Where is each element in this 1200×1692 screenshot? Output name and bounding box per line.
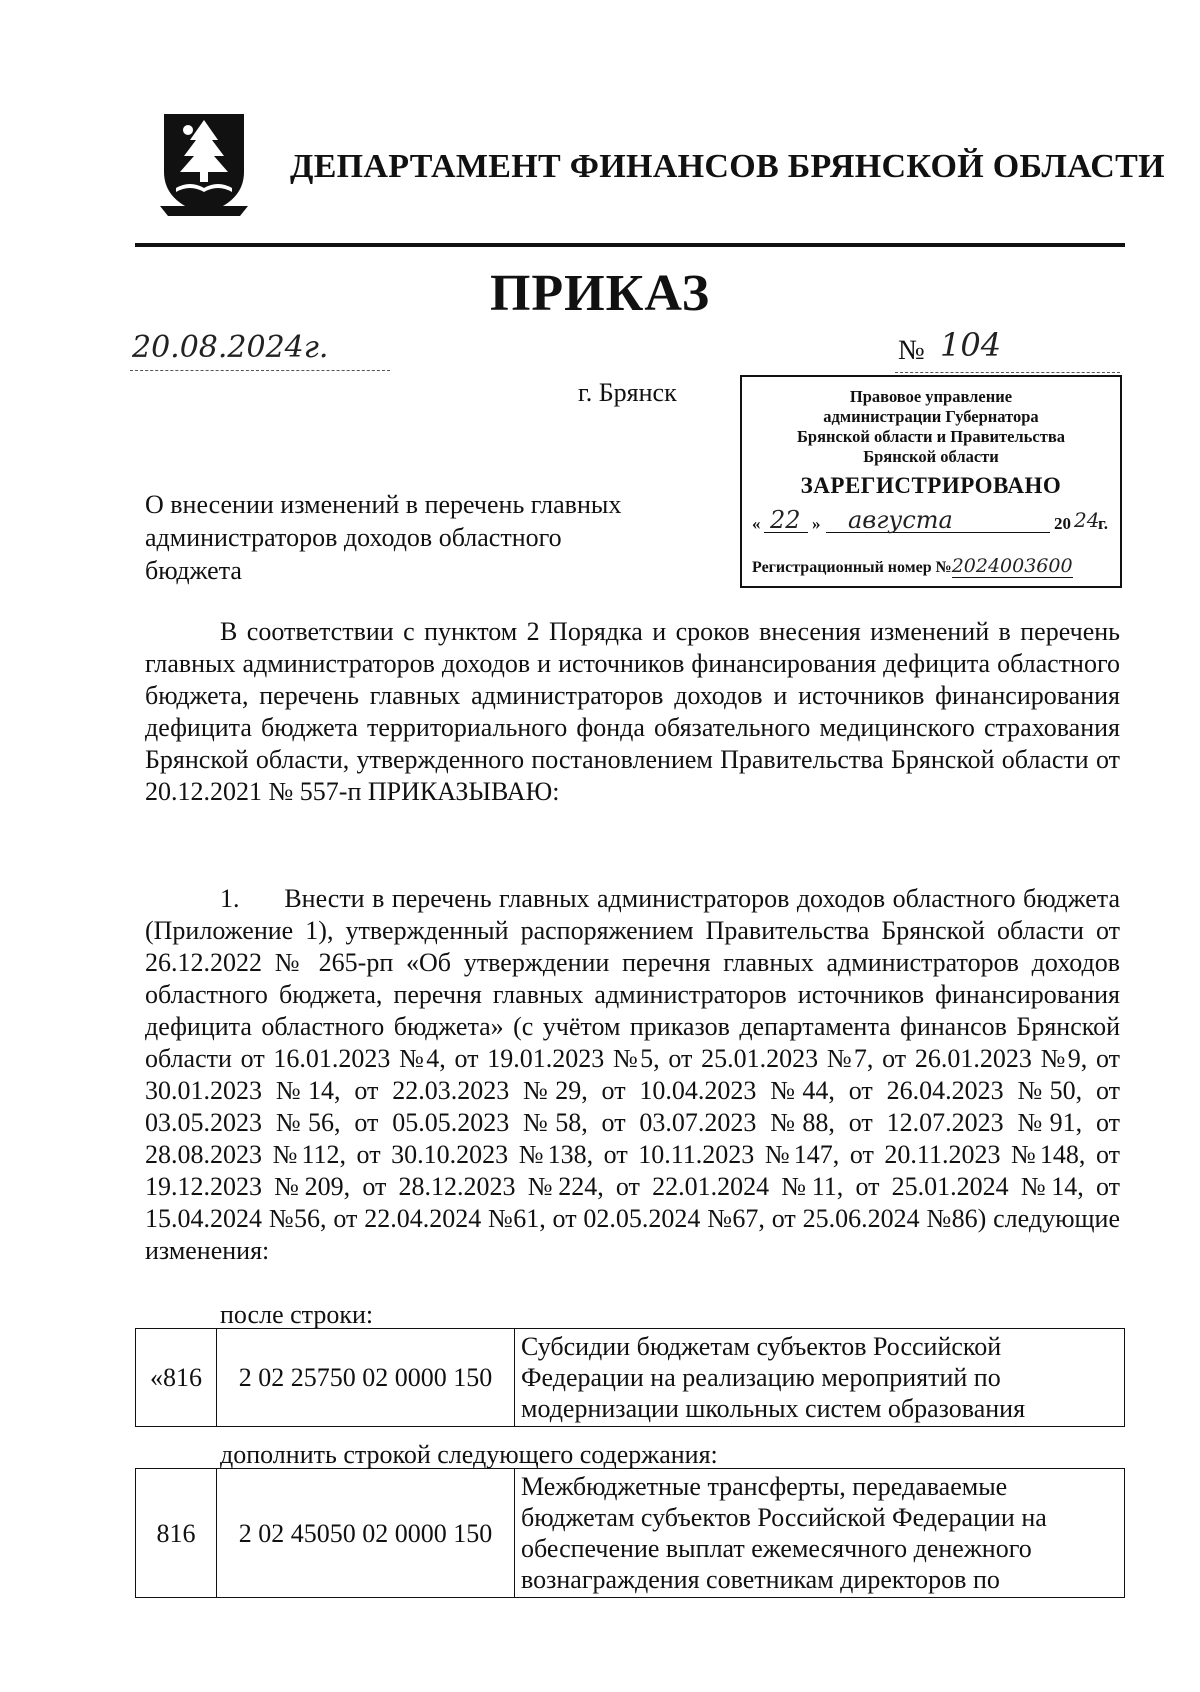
- document-title: ПРИКАЗ: [489, 265, 711, 322]
- item-1-paragraph: 1. Внести в перечень главных администраторов доходов областного бюджета (Приложение 1), утвержденный распоряжением Правительства Брянской области от 26.12.2022 № 265-рп «Об утверждении перечня главных администраторов доходов областного бюджета, перечня главных администраторов источников финансирования дефицита областного бюджета» (с учётом приказов департамента финансов Брянской области от 16.01.2023 №4, от 19.01.2023 №5, от 25.01.2023 №7, от 26.01.2023 №9, от 30.01.2023 №14, от 22.03.2023 №29, от 10.04.2023 №44, от 26.04.2023 №50, от 03.05.2023 №56, от 05.05.2023 №58, от 03.07.2023 №88, от 12.07.2023 №91, от 28.08.2023 №112, от 30.10.2023 №138, от 10.11.2023 №147, от 20.11.2023 №148, от 19.12.2023 №209, от 28.12.2023 №224, от 22.01.2024 №11, от 25.01.2024 №14, от 15.04.2024 №56, от 22.04.2024 №61, от 02.05.2024 №67, от 25.06.2024 №86) следующие изменения:: [145, 884, 1120, 1265]
- stamp-org-line: Брянской области и Правительства: [797, 427, 1065, 446]
- description-cell: Межбюджетные трансферты, передаваемые бюджетам субъектов Российской Федерации на обеспечение выплат ежемесячного денежного вознаграждения советникам директоров по: [515, 1469, 1125, 1598]
- stamp-year-prefix: 20: [1054, 514, 1071, 533]
- revenue-code-cell: 2 02 25750 02 0000 150: [217, 1329, 515, 1427]
- order-number: 104: [940, 326, 1002, 364]
- new-row-table: [135, 1468, 1125, 1598]
- existing-row-table: [135, 1328, 1125, 1427]
- add-row-label: дополнить строкой следующего содержания:: [220, 1440, 718, 1469]
- admin-code-cell: 816: [136, 1469, 217, 1598]
- stamp-open-quote: «: [752, 514, 761, 533]
- stamp-organization: [742, 387, 1120, 467]
- city: г. Брянск: [578, 378, 677, 407]
- table-row: [136, 1469, 1125, 1598]
- stamp-month: августа: [848, 506, 953, 534]
- department-name: ДЕПАРТАМЕНТ ФИНАНСОВ БРЯНСКОЙ ОБЛАСТИ: [290, 148, 1165, 185]
- stamp-org-line: Брянской области: [863, 447, 999, 466]
- stamp-regnum: 2024003600: [951, 555, 1073, 577]
- stamp-regnum-label: Регистрационный номер №: [752, 559, 952, 576]
- bryansk-coat-of-arms-icon: [160, 110, 248, 218]
- header-divider: [135, 243, 1125, 247]
- order-number-label: №: [898, 335, 925, 366]
- stamp-close-quote: »: [812, 514, 821, 533]
- description-cell: Субсидии бюджетам субъектов Российской Федерации на реализацию мероприятий по модернизации школьных систем образования: [515, 1329, 1125, 1427]
- preamble-paragraph: В соответствии с пунктом 2 Порядка и сроков внесения изменений в перечень главных администраторов доходов и источников финансирования дефицита областного бюджета, перечень главных администраторов доходов и источников финансирования дефицита бюджета территориального фонда обязательного медицинского страхования Брянской области, утвержденного постановлением Правительства Брянской области от 20.12.2021 № 557-п ПРИКАЗЫВАЮ:: [145, 617, 1120, 806]
- admin-code-cell: «816: [136, 1329, 217, 1427]
- stamp-year-suffix: 24: [1074, 508, 1100, 532]
- table-row: [136, 1329, 1125, 1427]
- revenue-code-cell: 2 02 45050 02 0000 150: [217, 1469, 515, 1598]
- stamp-org-line: Правовое управление: [849, 387, 1013, 406]
- document-subject: О внесении изменений в перечень главных администраторов доходов областного бюджета: [145, 490, 622, 585]
- after-row-label: после строки:: [220, 1300, 374, 1329]
- registration-stamp: [740, 375, 1122, 588]
- stamp-org-line: администрации Губернатора: [823, 407, 1039, 426]
- stamp-date-line: [752, 506, 1112, 540]
- stamp-status: ЗАРЕГИСТРИРОВАНО: [800, 473, 1062, 498]
- order-date: 20.08.2024г.: [132, 330, 329, 365]
- stamp-year-unit: г.: [1098, 514, 1109, 533]
- stamp-registration-number: [752, 555, 1117, 577]
- stamp-day: 22: [770, 506, 801, 534]
- number-underline: [895, 372, 1120, 373]
